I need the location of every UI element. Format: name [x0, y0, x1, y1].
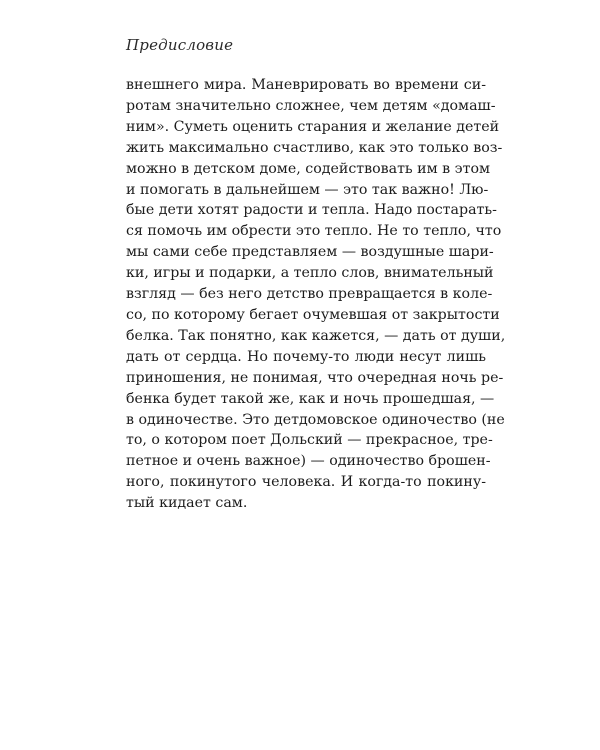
- text-line: бые дети хотят радости и тепла. Надо постарать-: [126, 202, 497, 219]
- running-head: Предисловие: [126, 36, 234, 54]
- text-line: в одиночестве. Это детдомовское одиночество (не: [126, 411, 505, 428]
- text-line: взгляд — без него детство превращается в коле-: [126, 286, 493, 303]
- text-line: ротам значительно сложнее, чем детям «домаш-: [126, 97, 496, 114]
- text-line: ки, игры и подарки, а тепло слов, внимательный: [126, 265, 494, 282]
- text-line: жить максимально счастливо, как это только воз-: [126, 139, 503, 156]
- text-line: и помогать в дальнейшем — это так важно! Лю-: [126, 181, 489, 198]
- text-line: бенка будет такой же, как и ночь прошедшая, —: [126, 390, 495, 407]
- text-line: петное и очень важное) — одиночество брошен-: [126, 453, 491, 470]
- text-line: белка. Так понятно, как кажется, — дать от души,: [126, 327, 506, 344]
- text-line: ся помочь им обрести это тепло. Не то тепло, что: [126, 223, 502, 240]
- text-line: то, о котором поет Дольский — прекрасное, тре-: [126, 432, 493, 449]
- text-line: можно в детском доме, содействовать им в этом: [126, 160, 491, 177]
- text-line: ним». Суметь оценить старания и желание детей: [126, 118, 500, 135]
- text-line: дать от сердца. Но почему-то люди несут лишь: [126, 348, 486, 365]
- text-line: внешнего мира. Маневрировать во времени си-: [126, 77, 486, 93]
- text-line: ного, покинутого человека. И когда-то покину-: [126, 474, 486, 491]
- text-line: приношения, не понимая, что очередная ночь ре-: [126, 369, 504, 386]
- text-line: мы сами себе представляем — воздушные шари-: [126, 244, 494, 261]
- text-line: тый кидает сам.: [126, 495, 248, 512]
- text-line: со, по которому бегает очумевшая от закрытости: [126, 306, 500, 323]
- body-paragraph: [126, 75, 506, 514]
